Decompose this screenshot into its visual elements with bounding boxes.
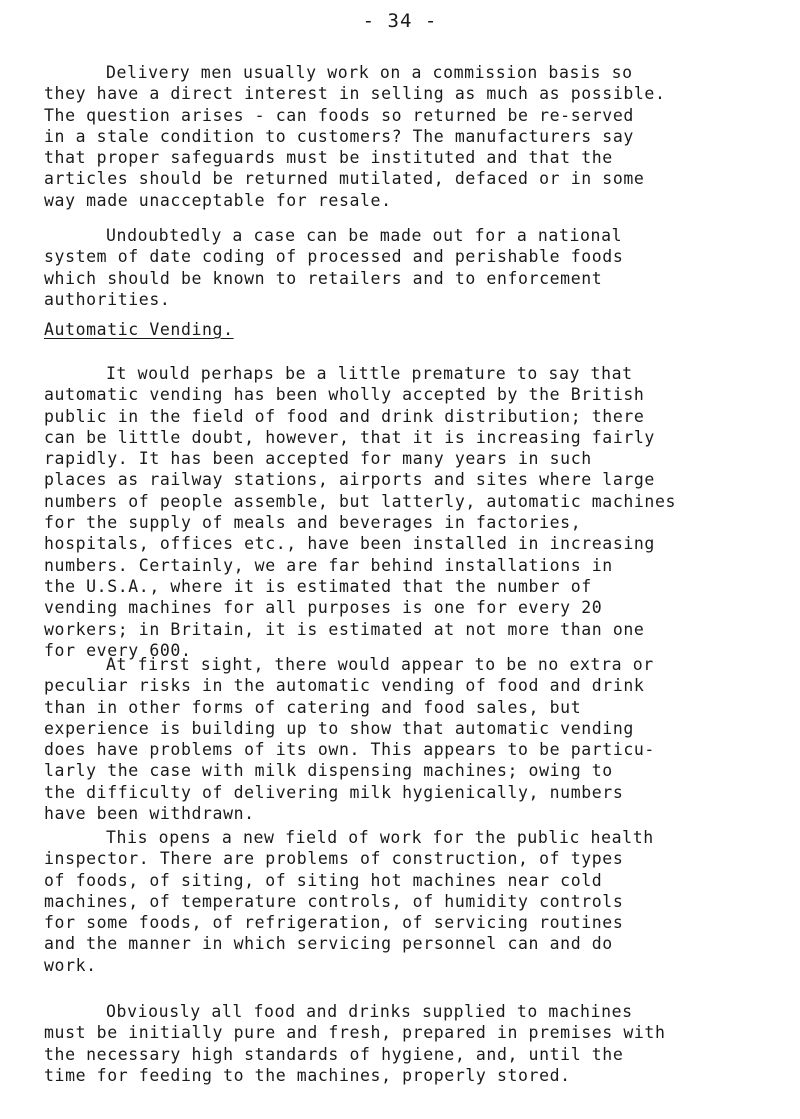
text-line: and the manner in which servicing personnel can and do [44,934,613,954]
paragraph-date-coding [44,225,768,310]
text-line: have been withdrawn. [44,804,255,824]
text-line: This opens a new field of work for the public health [106,828,654,847]
text-line: the U.S.A., where it is estimated that the number of [44,576,592,596]
text-line: peculiar risks in the automatic vending of food and drink [44,676,645,696]
text-line: the difficulty of delivering milk hygienically, numbers [44,782,624,802]
text-line: experience is building up to show that automatic vending [44,718,634,738]
text-line: articles should be returned mutilated, defaced or in some [44,169,645,189]
text-line: time for feeding to the machines, properly stored. [44,1065,571,1085]
page-number: - 34 - [362,10,438,32]
text-line: numbers. Certainly, we are far behind installations in [44,555,613,575]
text-line: Undoubtedly a case can be made out for a national [106,226,623,245]
text-line: inspector. There are problems of construction, of types [44,849,624,869]
text-line: places as railway stations, airports and sites where large [44,470,655,490]
text-line: work. [44,955,97,975]
text-line: automatic vending has been wholly accepted by the British [44,385,645,405]
paragraph-peculiar-risks [44,654,768,824]
text-line: which should be known to retailers and to enforcement [44,268,603,288]
text-line: for some foods, of refrigeration, of servicing routines [44,913,624,933]
text-line: system of date coding of processed and perishable foods [44,247,624,267]
text-line: larly the case with milk dispensing machines; owing to [44,761,613,781]
text-line: the necessary high standards of hygiene, and, until the [44,1044,624,1064]
text-line: At first sight, there would appear to be no extra or [106,655,654,674]
text-line: rapidly. It has been accepted for many years in such [44,449,592,469]
text-line: in a stale condition to customers? The manufacturers say [44,126,634,146]
text-line: machines, of temperature controls, of humidity controls [44,891,624,911]
text-line: authorities. [44,289,171,309]
text-line: Delivery men usually work on a commission basis so [106,63,633,82]
text-line: public in the field of food and drink distribution; there [44,406,645,426]
text-line: Obviously all food and drinks supplied to machines [106,1002,633,1021]
text-line: The question arises - can foods so returned be re-served [44,105,634,125]
text-line: that proper safeguards must be instituted and that the [44,148,613,168]
text-line: vending machines for all purposes is one for every 20 [44,598,603,618]
text-line: numbers of people assemble, but latterly, automatic machines [44,491,677,511]
text-line: they have a direct interest in selling as much as possible. [44,84,666,104]
text-line: workers; in Britain, it is estimated at not more than one [44,619,645,639]
text-line: It would perhaps be a little premature to say that [106,364,633,383]
paragraph-public-health-inspector [44,827,768,976]
text-line: for every 600. [44,640,192,660]
section-heading-automatic-vending: Automatic Vending. [44,320,234,339]
text-line: than in other forms of catering and food sales, but [44,697,582,717]
text-line: of foods, of siting, of siting hot machines near cold [44,870,603,890]
paragraph-delivery-men [44,62,768,211]
text-line: must be initially pure and fresh, prepared in premises with [44,1023,666,1043]
paragraph-food-supply-hygiene [44,1001,768,1086]
text-line: hospitals, offices etc., have been installed in increasing [44,534,655,554]
text-line: can be little doubt, however, that it is increasing fairly [44,427,655,447]
text-line: for the supply of meals and beverages in factories, [44,513,582,533]
text-line: does have problems of its own. This appears to be particu- [44,740,655,760]
text-line: way made unacceptable for resale. [44,190,392,210]
paragraph-vending-acceptance [44,363,768,661]
